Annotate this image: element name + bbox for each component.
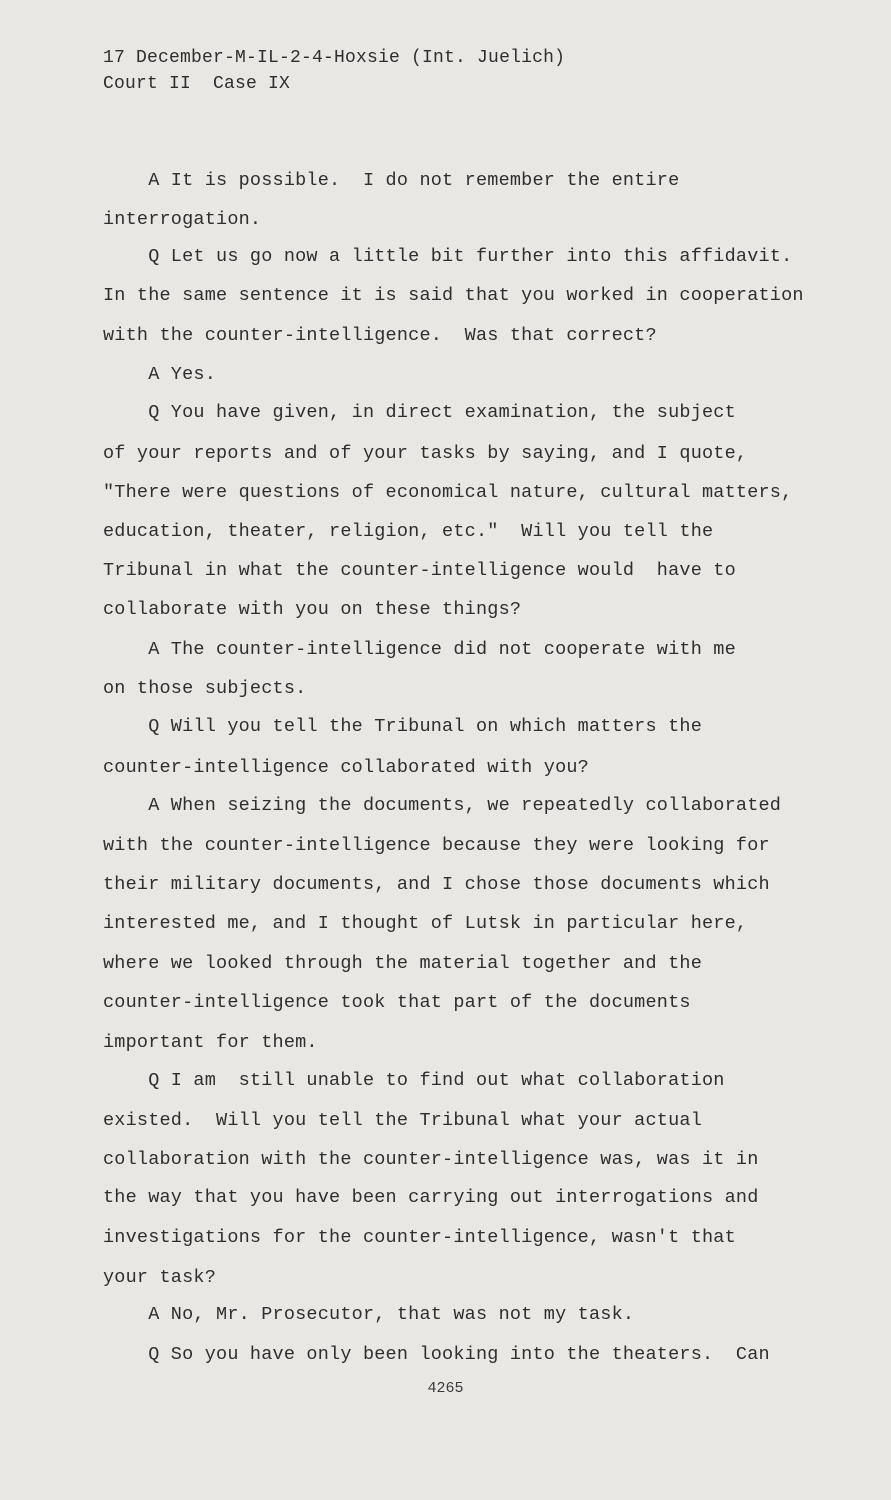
text-line: collaborate with you on these things? bbox=[103, 599, 522, 620]
text-line: education, theater, religion, etc." Will you tell the bbox=[103, 521, 714, 542]
header-line-2: Court II Case IX bbox=[103, 74, 291, 94]
text-line: A It is possible. I do not remember the entire bbox=[103, 170, 680, 191]
text-line: investigations for the counter-intelligence, wasn't that bbox=[103, 1227, 736, 1248]
text-line: A No, Mr. Prosecutor, that was not my task. bbox=[103, 1304, 635, 1325]
text-line: Q I am still unable to find out what collaboration bbox=[103, 1070, 725, 1091]
text-line: A The counter-intelligence did not cooperate with me bbox=[103, 639, 736, 660]
text-line: Q Let us go now a little bit further into this affidavit. bbox=[103, 246, 793, 267]
text-line: important for them. bbox=[103, 1032, 318, 1053]
text-line: of your reports and of your tasks by saying, and I quote, bbox=[103, 443, 748, 464]
text-line: with the counter-intelligence because they were looking for bbox=[103, 835, 770, 856]
text-line: Tribunal in what the counter-intelligence would have to bbox=[103, 560, 736, 581]
text-line: Q You have given, in direct examination, the subject bbox=[103, 402, 736, 423]
text-line: their military documents, and I chose those documents which bbox=[103, 874, 770, 895]
text-line: Q So you have only been looking into the theaters. Can bbox=[103, 1344, 770, 1365]
text-line: counter-intelligence collaborated with you? bbox=[103, 757, 589, 778]
text-line: where we looked through the material together and the bbox=[103, 953, 702, 974]
text-line: A Yes. bbox=[103, 364, 217, 385]
text-line: "There were questions of economical nature, cultural matters, bbox=[103, 482, 793, 503]
text-line: with the counter-intelligence. Was that correct? bbox=[103, 325, 657, 346]
text-line: A When seizing the documents, we repeatedly collaborated bbox=[103, 795, 782, 816]
header-line-1: 17 December-M-IL-2-4-Hoxsie (Int. Juelich) bbox=[103, 48, 566, 68]
text-line: In the same sentence it is said that you worked in cooperation bbox=[103, 285, 804, 306]
text-line: counter-intelligence took that part of the documents bbox=[103, 992, 691, 1013]
text-line: your task? bbox=[103, 1267, 217, 1288]
text-line: Q Will you tell the Tribunal on which matters the bbox=[103, 716, 702, 737]
text-line: the way that you have been carrying out interrogations and bbox=[103, 1187, 759, 1208]
text-line: on those subjects. bbox=[103, 678, 307, 699]
text-line: interrogation. bbox=[103, 209, 262, 230]
text-line: interested me, and I thought of Lutsk in particular here, bbox=[103, 913, 748, 934]
text-line: existed. Will you tell the Tribunal what your actual bbox=[103, 1110, 702, 1131]
page-number: 4265 bbox=[427, 1380, 464, 1397]
text-line: collaboration with the counter-intelligence was, was it in bbox=[103, 1149, 759, 1170]
